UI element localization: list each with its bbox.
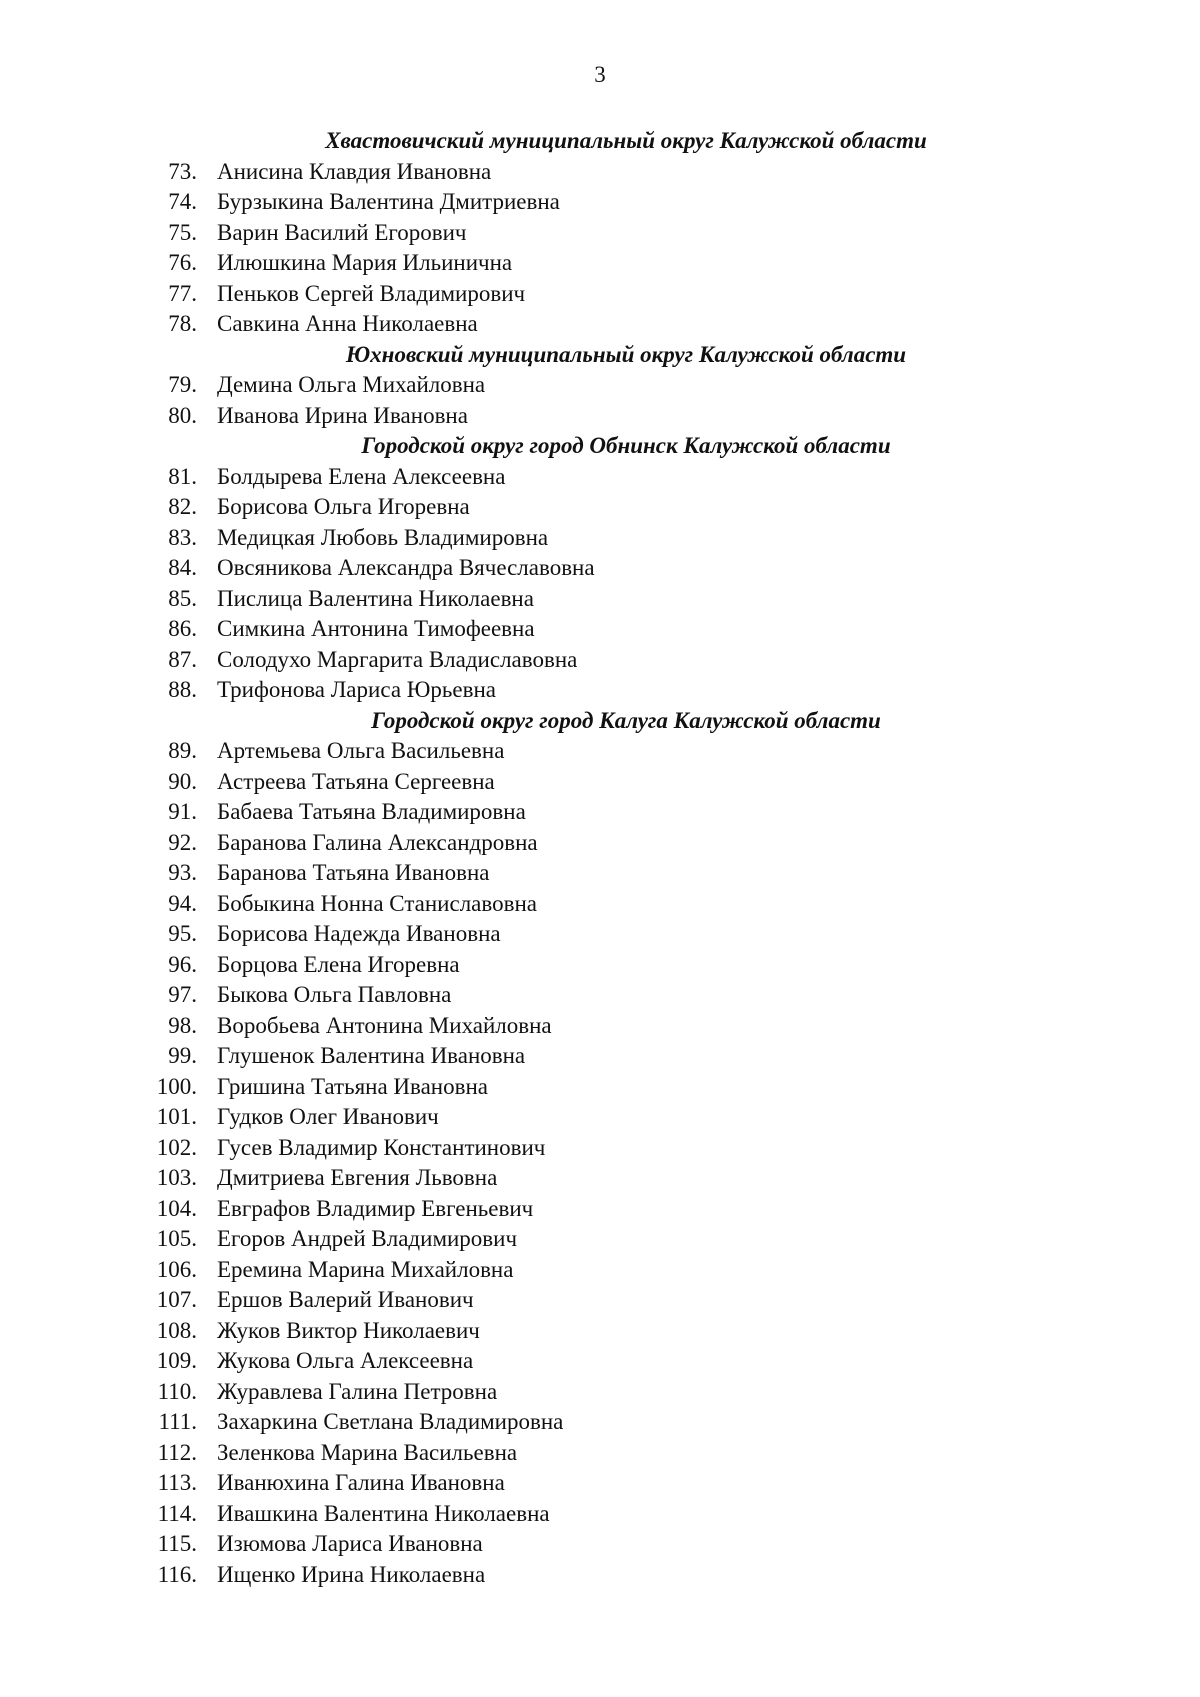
list-item (0, 523, 1200, 554)
list-item-number: 79. (168, 372, 197, 397)
list-item (0, 1072, 1200, 1103)
section-heading: Хвастовичский муниципальный округ Калужской области (325, 128, 927, 153)
list-item-number: 98. (168, 1012, 197, 1038)
list-item-name: Анисина Клавдия Ивановна (217, 158, 492, 184)
list-item-name: Гудков Олег Иванович (217, 1104, 439, 1129)
list-item (0, 919, 1200, 950)
list-item-name: Демина Ольга Михайловна (217, 372, 486, 397)
list-item (0, 1194, 1200, 1225)
list-item-name: Борцова Елена Игоревна (217, 951, 460, 977)
list-item (0, 309, 1200, 340)
list-item (0, 553, 1200, 584)
list-item (0, 614, 1200, 645)
section-heading: Городской округ город Калуга Калужской области (371, 707, 881, 733)
list-item (0, 279, 1200, 310)
list-item-name: Жуков Виктор Николаевич (217, 1317, 480, 1343)
list-item-name: Бурзыкина Валентина Дмитриевна (217, 189, 560, 214)
list-item (0, 248, 1200, 279)
list-item (0, 645, 1200, 676)
list-item-number: 102. (156, 1134, 197, 1160)
list-item-name: Егоров Андрей Владимирович (217, 1226, 518, 1251)
list-item (0, 1011, 1200, 1042)
list-item-name: Журавлева Галина Петровна (217, 1378, 498, 1404)
list-item (0, 1285, 1200, 1316)
list-item (0, 1529, 1200, 1560)
list-item-number: 77. (168, 280, 197, 306)
list-item (0, 462, 1200, 493)
list-item (0, 858, 1200, 889)
list-item-name: Пеньков Сергей Владимирович (217, 280, 526, 306)
list-item-number: 108. (156, 1317, 197, 1343)
list-item (0, 1438, 1200, 1469)
list-item-name: Артемьева Ольга Васильевна (217, 738, 505, 763)
list-item (0, 1133, 1200, 1164)
list-item-name: Глушенок Валентина Ивановна (217, 1043, 526, 1068)
list-item-number: 114. (157, 1500, 197, 1526)
list-item-number: 94. (168, 890, 197, 916)
section-heading: Юхновский муниципальный округ Калужской области (345, 341, 907, 367)
list-item-number: 81. (168, 463, 197, 489)
list-item-name: Болдырева Елена Алексеевна (217, 463, 506, 489)
list-item-number: 83. (168, 524, 197, 550)
list-item-number: 109. (156, 1348, 197, 1373)
list-item (0, 1102, 1200, 1133)
list-item (0, 1560, 1200, 1591)
list-item-number: 89. (168, 738, 197, 763)
list-item-name: Захаркина Светлана Владимировна (217, 1409, 564, 1434)
list-item-name: Иванова Ирина Ивановна (217, 402, 468, 428)
list-item-name: Изюмова Лариса Ивановна (217, 1531, 483, 1556)
list-item-number: 116. (157, 1561, 197, 1587)
list-item-number: 92. (168, 829, 197, 855)
list-item (0, 736, 1200, 767)
list-item-name: Еремина Марина Михайловна (217, 1256, 514, 1282)
list-item-number: 101. (156, 1104, 197, 1129)
list-item (0, 401, 1200, 432)
list-item (0, 1224, 1200, 1255)
list-item-name: Солодухо Маргарита Владиславовна (217, 646, 578, 672)
list-item-number: 115. (157, 1531, 197, 1556)
list-item-number: 86. (168, 616, 197, 641)
list-item-number: 74. (168, 189, 197, 214)
list-item (0, 157, 1200, 188)
list-item-number: 97. (168, 982, 197, 1007)
list-item-name: Ищенко Ирина Николаевна (217, 1561, 486, 1587)
list-item-name: Дмитриева Евгения Львовна (217, 1165, 498, 1190)
list-item-name: Борисова Ольга Игоревна (217, 494, 470, 519)
list-item-name: Трифонова Лариса Юрьевна (217, 677, 496, 702)
list-item-name: Астреева Татьяна Сергеевна (217, 768, 495, 794)
list-item (0, 584, 1200, 615)
list-item-name: Баранова Галина Александровна (217, 829, 538, 855)
list-item-number: 110. (157, 1378, 197, 1404)
list-item-number: 88. (168, 677, 197, 702)
list-item-name: Варин Василий Егорович (217, 219, 467, 245)
list-item-name: Пислица Валентина Николаевна (217, 585, 534, 611)
list-item-name: Илюшкина Мария Ильинична (217, 250, 513, 275)
list-item (0, 492, 1200, 523)
list-item-name: Ивашкина Валентина Николаевна (217, 1500, 550, 1526)
list-item (0, 1377, 1200, 1408)
list-item-number: 90. (168, 768, 197, 794)
list-item (0, 1316, 1200, 1347)
list-item-number: 91. (168, 799, 197, 824)
list-item-name: Воробьева Антонина Михайловна (217, 1012, 552, 1038)
list-item-number: 112. (157, 1439, 197, 1465)
list-item-name: Медицкая Любовь Владимировна (217, 524, 549, 550)
list-item (0, 1468, 1200, 1499)
list-item-number: 111. (158, 1409, 197, 1434)
list-item-number: 87. (168, 646, 197, 672)
list-item-name: Зеленкова Марина Васильевна (217, 1439, 518, 1465)
list-item-number: 103. (156, 1165, 197, 1190)
list-item-number: 93. (168, 860, 197, 885)
list-item-number: 113. (157, 1470, 197, 1495)
list-item (0, 1255, 1200, 1286)
list-item-name: Бабаева Татьяна Владимировна (217, 799, 526, 824)
list-item-number: 106. (156, 1256, 197, 1282)
list-item (0, 950, 1200, 981)
list-item-name: Евграфов Владимир Евгеньевич (217, 1195, 534, 1221)
list-item (0, 980, 1200, 1011)
list-item (0, 1499, 1200, 1530)
list-item-name: Бобыкина Нонна Станиславовна (217, 890, 537, 916)
list-item (0, 1041, 1200, 1072)
list-item-number: 99. (168, 1043, 197, 1068)
list-item-number: 100. (156, 1073, 197, 1099)
list-item-name: Гришина Татьяна Ивановна (217, 1073, 488, 1099)
list-item (0, 767, 1200, 798)
list-item-number: 85. (168, 585, 197, 611)
list-item (0, 370, 1200, 401)
list-item (0, 828, 1200, 859)
list-item (0, 889, 1200, 920)
list-item-number: 105. (156, 1226, 197, 1251)
list-item-name: Савкина Анна Николаевна (217, 311, 478, 336)
list-item-name: Баранова Татьяна Ивановна (217, 860, 490, 885)
list-item-number: 73. (168, 158, 197, 184)
list-item-name: Борисова Надежда Ивановна (217, 921, 501, 946)
list-item-number: 76. (168, 250, 197, 275)
list-item-number: 107. (156, 1287, 197, 1312)
list-item-name: Иванюхина Галина Ивановна (217, 1470, 505, 1495)
list-item-number: 78. (168, 311, 197, 336)
list-item (0, 187, 1200, 218)
list-item (0, 1407, 1200, 1438)
section-heading: Городской округ город Обнинск Калужской области (361, 433, 891, 458)
list-item-number: 80. (168, 402, 197, 428)
list-item-number: 96. (168, 951, 197, 977)
list-item-name: Овсяникова Александра Вячеславовна (217, 555, 595, 580)
list-item-name: Жукова Ольга Алексеевна (217, 1348, 474, 1373)
page-number: 3 (594, 62, 606, 87)
document-list (0, 126, 1200, 1590)
list-item-name: Быкова Ольга Павловна (217, 982, 452, 1007)
list-item-name: Симкина Антонина Тимофеевна (217, 616, 535, 641)
list-item (0, 675, 1200, 706)
list-item (0, 1346, 1200, 1377)
list-item-name: Ершов Валерий Иванович (217, 1287, 474, 1312)
list-item-number: 95. (168, 921, 197, 946)
list-item (0, 218, 1200, 249)
list-item-number: 82. (168, 494, 197, 519)
list-item-number: 104. (156, 1195, 197, 1221)
list-item-number: 84. (168, 555, 197, 580)
list-item (0, 1163, 1200, 1194)
list-item (0, 797, 1200, 828)
list-item-name: Гусев Владимир Константинович (217, 1134, 546, 1160)
list-item-number: 75. (168, 219, 197, 245)
